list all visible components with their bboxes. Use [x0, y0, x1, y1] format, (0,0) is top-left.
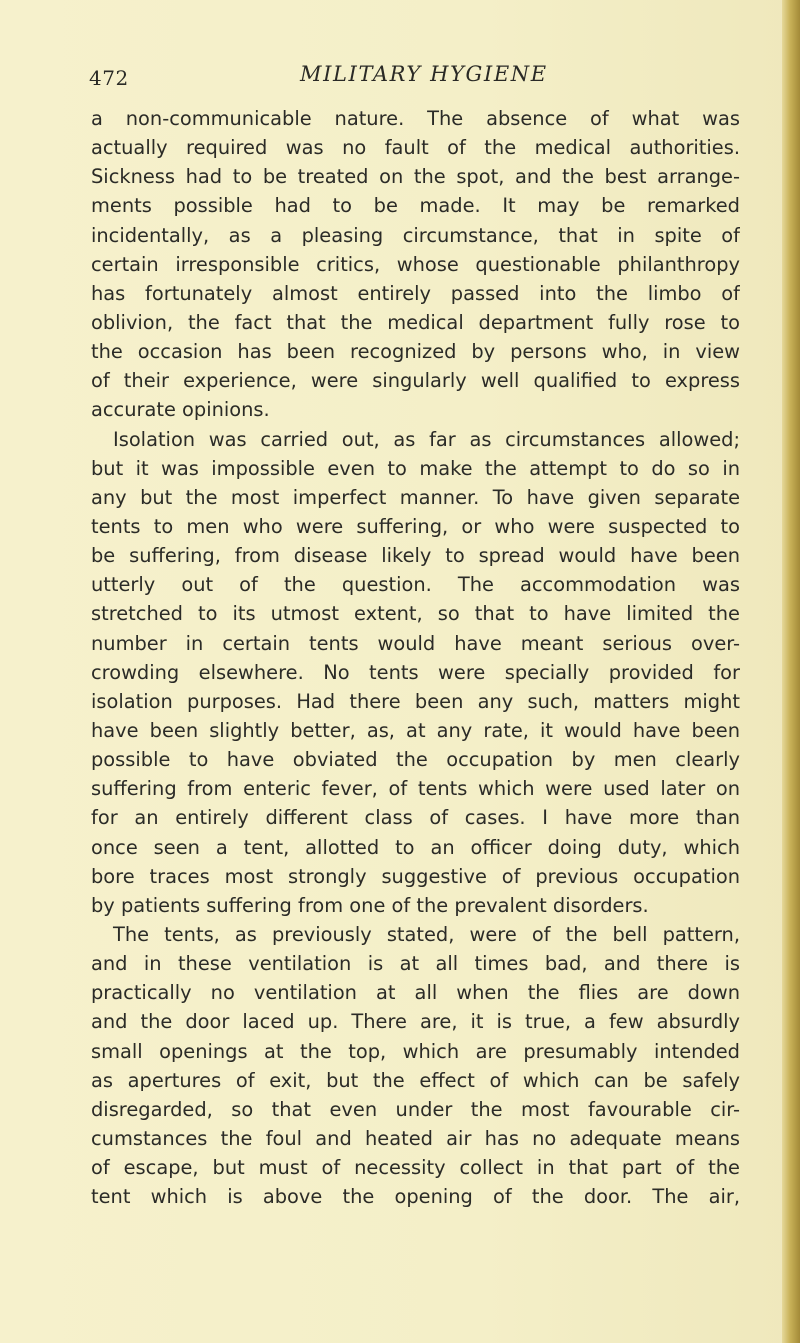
text-line: crowding elsewhere. No tents were specially provided for — [91, 660, 740, 684]
text-line: utterly out of the question. The accommodation was — [91, 573, 740, 597]
text-line: suffering from enteric fever, of tents which were used later on — [91, 777, 740, 801]
text-line: but it was impossible even to make the attempt to do so in — [91, 456, 740, 480]
text-line: stretched to its utmost extent, so that to have limited the — [91, 602, 740, 626]
text-line: incidentally, as a pleasing circumstance, that in spite of — [91, 223, 740, 247]
text-line: of escape, but must of necessity collect in that part of the — [91, 1156, 740, 1180]
page-header — [0, 62, 800, 94]
text-line: Isolation was carried out, as far as circumstances allowed; — [113, 427, 740, 451]
text-line: the occasion has been recognized by persons who, in view — [91, 340, 740, 364]
text-line: accurate opinions. — [91, 398, 270, 422]
text-line: certain irresponsible critics, whose questionable philanthropy — [91, 252, 740, 276]
text-line: has fortunately almost entirely passed into the limbo of — [91, 281, 740, 305]
text-line: by patients suffering from one of the prevalent disorders. — [91, 893, 649, 917]
text-line: as apertures of exit, but the effect of which can be safely — [91, 1068, 740, 1092]
text-line: once seen a tent, allotted to an officer doing duty, which — [91, 835, 740, 859]
text-line: number in certain tents would have meant serious over- — [91, 631, 740, 655]
text-line: of their experience, were singularly well qualified to express — [91, 369, 740, 393]
running-title: MILITARY HYGIENE — [300, 62, 548, 86]
text-line: oblivion, the fact that the medical department fully rose to — [91, 310, 740, 334]
text-line: be suffering, from disease likely to spread would have been — [91, 544, 740, 568]
text-line: for an entirely different class of cases. I have more than — [91, 806, 740, 830]
page-edge-binding — [782, 0, 800, 1343]
text-line: actually required was no fault of the medical authorities. — [91, 136, 740, 160]
text-line: tent which is above the opening of the door. The air, — [91, 1185, 740, 1209]
text-line: Sickness had to be treated on the spot, and the best arrange- — [91, 165, 740, 189]
text-line: practically no ventilation at all when the flies are down — [91, 981, 740, 1005]
text-line: small openings at the top, which are presumably intended — [91, 1039, 740, 1063]
page-number: 472 — [89, 66, 129, 90]
text-line: a non-communicable nature. The absence of what was — [91, 107, 740, 130]
text-line: tents to men who were suffering, or who were suspected to — [91, 514, 740, 538]
text-line: disregarded, so that even under the most favourable cir- — [91, 1097, 740, 1121]
text-line: and in these ventilation is at all times bad, and there is — [91, 952, 740, 976]
text-line: any but the most imperfect manner. To have given separate — [91, 485, 740, 509]
text-line: have been slightly better, as, at any rate, it would have been — [91, 718, 740, 742]
text-line: and the door laced up. There are, it is true, a few absurdly — [91, 1010, 740, 1034]
text-line: cumstances the foul and heated air has no adequate means — [91, 1126, 740, 1150]
text-line: isolation purposes. Had there been any such, matters might — [91, 689, 740, 713]
body-text — [91, 104, 740, 1211]
text-line: possible to have obviated the occupation by men clearly — [91, 748, 740, 772]
text-line: The tents, as previously stated, were of the bell pattern, — [113, 922, 740, 946]
text-line: ments possible had to be made. It may be remarked — [91, 194, 740, 218]
text-line: bore traces most strongly suggestive of previous occupation — [91, 864, 740, 888]
